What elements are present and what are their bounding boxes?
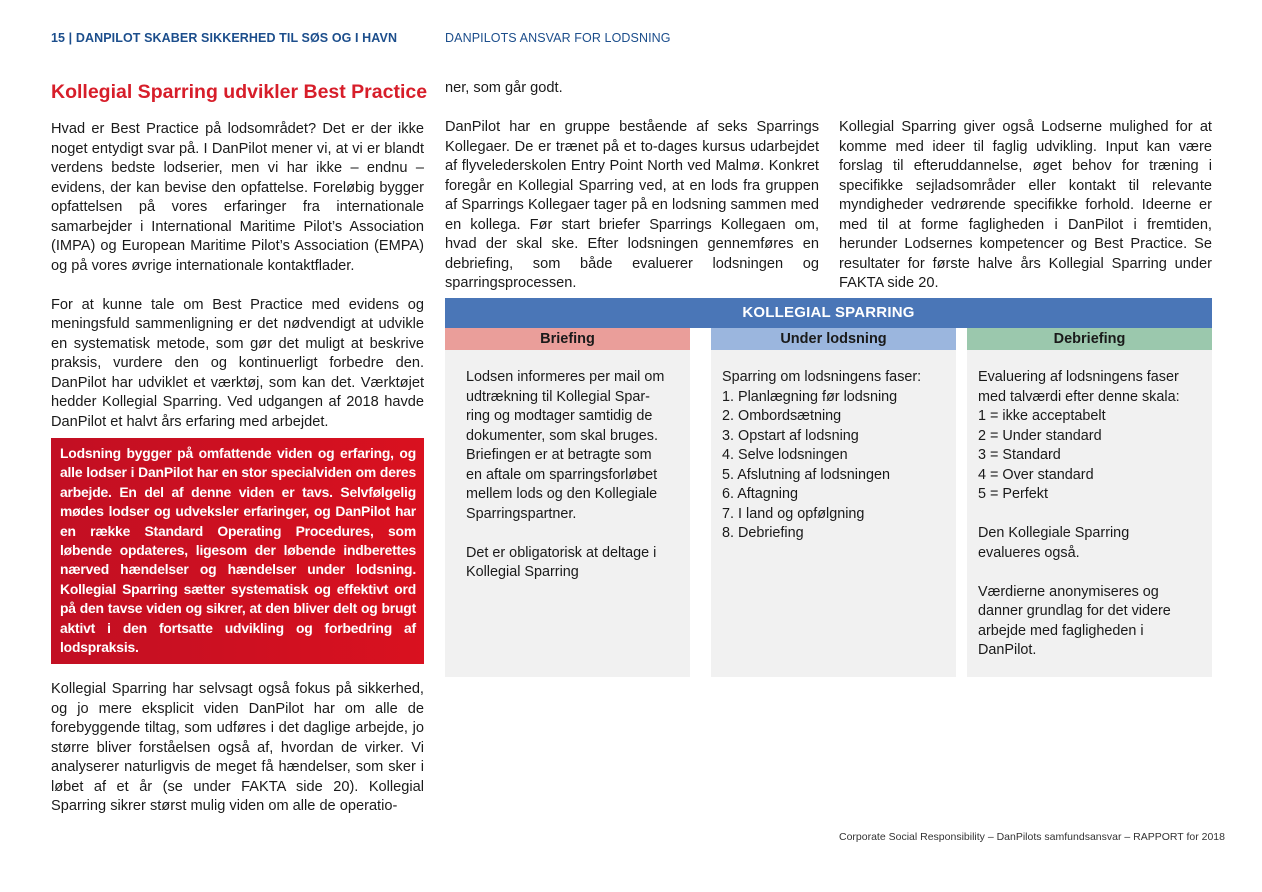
- running-header-right: DANPILOTS ANSVAR FOR LODSNING: [445, 31, 671, 45]
- table-cell-line: evalueres også.: [978, 544, 1080, 561]
- table-cell-line: 5 = Perfekt: [978, 486, 1048, 502]
- paragraph-evidence: For at kunne tale om Best Practice med evidens og meningsfuld sammenligning er det nødvendigt at udvikle en systematisk metode, som gør det muligt at beskrive praksis, vurdere den og kontinuerligt forbedre den. DanPilot har udviklet et værktøj, som kan det. Værktøjet hedder Kollegial Sparring. Ved udgangen af 2018 havde DanPilot et halvt års erfaring med arbejdet.: [51, 296, 424, 430]
- table-cell-line: 7. I land og opfølgning: [722, 505, 865, 522]
- table-cell-line: Briefingen er at betragte som: [466, 447, 652, 463]
- table-cell-line: Værdierne anonymiseres og: [978, 583, 1159, 600]
- column-2: [445, 79, 819, 294]
- paragraph-ideas: Kollegial Sparring giver også Lodserne mulighed for at komme med ideer til faglig udvikling. Input kan være forslag til efteruddannelse, øget behov for træning i specifikke sejladsområder eller kontakt til relevante myndigheder vedrørende specifikke forhold. Ideerne er med til at forme fagligheden i DanPilot i fremtiden, herunder Lodsernes kompetencer og Best Practice. Se resultater for første halve års Kollegial Sparring under FAKTA side 20.: [839, 119, 1212, 291]
- column-3: [839, 118, 1212, 294]
- table-cell-line: Sparring om lodsningens faser:: [722, 369, 922, 385]
- table-cell-line: Lodsen informeres per mail om: [466, 369, 665, 385]
- table-cell-line: 6. Aftagning: [722, 486, 799, 502]
- table-column-briefing: [445, 328, 690, 677]
- table-cell-line: 5. Afslutning af lodsningen: [722, 466, 891, 483]
- table-cell-line: 3. Opstart af lodsning: [722, 427, 859, 444]
- paragraph-safety: Kollegial Sparring har selvsagt også fokus på sikkerhed, og jo mere eksplicit viden DanPilot har om alle de forebyggende tiltag, som udføres i det daglige arbejde, jo større bliver forståelsen også af, hvordan de virker. Vi analyserer naturligvis de meget få hændelser, som sker i løbet af et år (se under FAKTA side 20). Kollegial Sparring sikrer størst mulig viden om alle de operatio-: [51, 681, 424, 815]
- table-cell-line: danner grundlag for det videre: [978, 603, 1171, 619]
- column-body-debriefing: [967, 350, 1212, 661]
- running-header-left: 15 | DANPILOT SKABER SIKKERHED TIL SØS OG I HAVN: [51, 31, 398, 45]
- column-heading-under-lodsning: Under lodsning: [711, 328, 956, 350]
- blank-line: [466, 524, 676, 544]
- table-cell-line: Den Kollegiale Sparring: [978, 525, 1130, 541]
- table-cell-line: Kollegial Sparring: [466, 564, 579, 580]
- table-cell-line: 4 = Over standard: [978, 466, 1094, 483]
- table-cell-line: mellem lods og den Kollegiale: [466, 486, 658, 502]
- table-cell-line: 2 = Under standard: [978, 427, 1102, 444]
- table-cell-line: 1. Planlægning før lodsning: [722, 388, 898, 405]
- table-cell-line: dokumenter, som skal bruges.: [466, 427, 658, 444]
- page-footer: Corporate Social Responsibility – DanPilots samfundsansvar – RAPPORT for 2018: [839, 831, 1225, 843]
- table-cell-line: Sparringspartner.: [466, 505, 577, 522]
- table-cell-line: Evaluering af lodsningens faser: [978, 369, 1179, 385]
- blank-line: [978, 563, 1198, 583]
- table-cell-line: DanPilot.: [978, 642, 1037, 658]
- table-column-debriefing: [967, 328, 1212, 677]
- table-cell-line: udtrækning til Kollegial Spar-: [466, 388, 650, 405]
- highlight-box: Lodsning bygger på omfattende viden og erfaring, og alle lodser i DanPilot har en stor specialviden om deres arbejde. En del af denne viden er tavs. Selvfølgelig mødes lodser og udveksler erfaringer, og DanPilot har en række Standard Operating Procedures, som løbende opdateres, ligesom der løbende indberettes nærved hændelser og hændelser under lodsning. Kollegial Sparring sætter systematisk og effektivt ord på den tavse viden og sikrer, at den bliver delt og brugt aktivt i den fortsatte udvikling og forbedring af lodspraksis.: [51, 438, 424, 664]
- table-cell-line: arbejde med fagligheden i: [978, 622, 1144, 639]
- article-heading: Kollegial Sparring udvikler Best Practice: [51, 81, 428, 103]
- column-body-briefing: [445, 350, 690, 583]
- column-heading-debriefing: Debriefing: [967, 328, 1212, 350]
- table-title: KOLLEGIAL SPARRING: [445, 298, 1212, 328]
- table-cell-line: med talværdi efter denne skala:: [978, 388, 1180, 405]
- table-cell-line: 4. Selve lodsningen: [722, 447, 848, 463]
- table-cell-line: ring og modtager samtidig de: [466, 408, 653, 424]
- paragraph-sparring-group: DanPilot har en gruppe bestående af seks Sparrings Kollegaer. De er trænet på et to-dages kursus udarbejdet af flyvelederskolen Entry Point North ved Malmø. Konkret foregår en Kollegial Sparring ved, at en lods fra gruppen af Sparrings Kollegaer tager på en lodsning sammen med en kollega. Før start briefer Sparrings Kollegaen om, hvad der skal ske. Efter lodsningen gennemføres en debriefing, som både evaluerer lodsningen og sparringsprocessen.: [445, 119, 819, 291]
- table-cell-line: 2. Ombordsætning: [722, 408, 842, 424]
- table-cell-line: 8. Debriefing: [722, 525, 804, 541]
- table-cell-line: 1 = ikke acceptabelt: [978, 408, 1106, 424]
- table-column-under-lodsning: [711, 328, 956, 677]
- blank-line: [978, 505, 1198, 525]
- column-body-under-lodsning: [711, 350, 956, 544]
- table-cell-line: 3 = Standard: [978, 447, 1061, 463]
- paragraph-continuation: ner, som går godt.: [445, 80, 563, 96]
- paragraph-best-practice: Hvad er Best Practice på lodsområdet? Det er der ikke noget entydigt svar på. I DanPilot mener vi, at vi er blandt verdens bedste lodserier, men vi har ikke – endnu – evidens, der kan bevise den opfattelse. Foreløbig bygger opfattelsen på vores erfaringer fra internationale samarbejder i International Maritime Pilot’s Association (IMPA) og European Maritime Pilot’s Association (EMPA) og på vores øvrige internationale kontaktflader.: [51, 121, 424, 274]
- column-1: [51, 81, 428, 817]
- column-heading-briefing: Briefing: [445, 328, 690, 350]
- table-cell-line: Det er obligatorisk at deltage i: [466, 544, 657, 561]
- table-cell-line: en aftale om sparringsforløbet: [466, 466, 658, 483]
